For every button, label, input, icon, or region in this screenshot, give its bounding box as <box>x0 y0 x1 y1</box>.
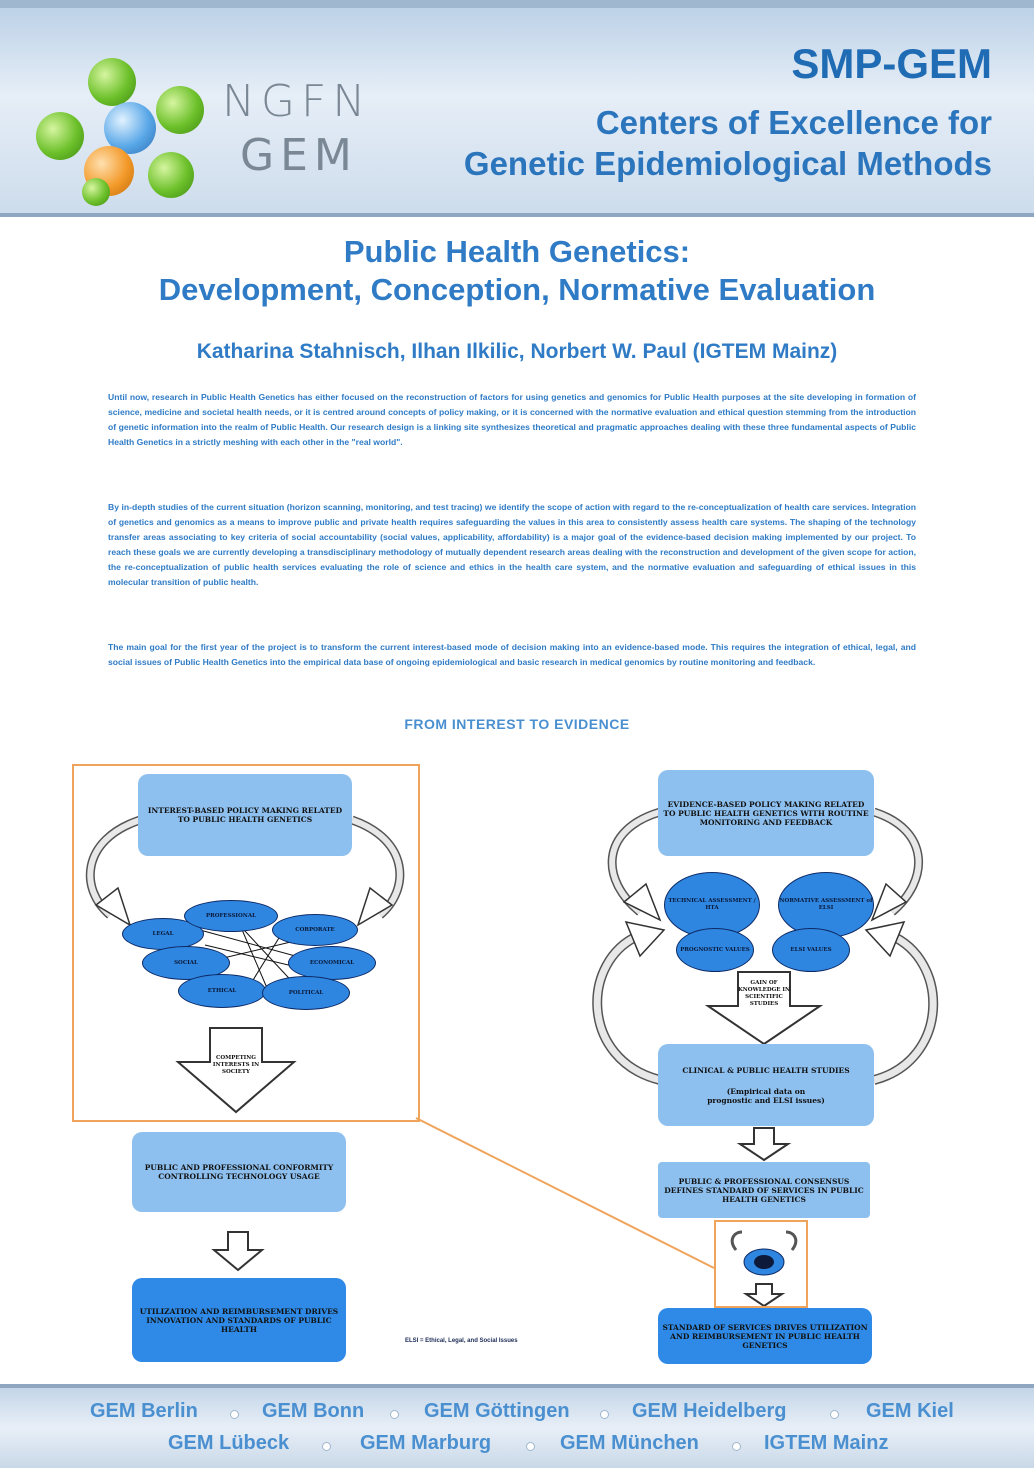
footer-separator <box>732 1442 741 1451</box>
footer-separator <box>526 1442 535 1451</box>
footer-link-igtem-mainz[interactable]: IGTEM Mainz <box>764 1432 889 1454</box>
left-top-box: INTEREST-BASED POLICY MAKING RELATED TO PUBLIC HEALTH GENETICS <box>138 774 352 856</box>
footer-link-gem-berlin[interactable]: GEM Berlin <box>90 1400 198 1422</box>
left-middle-box: PUBLIC AND PROFESSIONAL CONFORMITY CONTROLLING TECHNOLOGY USAGE <box>132 1132 346 1212</box>
footer-separator <box>830 1410 839 1419</box>
footer-link-gem-kiel[interactable]: GEM Kiel <box>866 1400 954 1422</box>
intro-paragraph-2: By in-depth studies of the current situation (horizon scanning, monitoring, and test tracing) we identify the scope of action with regard to the re-conceptualization of health care services. Integration of genetics and genomics as a means to improve public and private health requires safeguarding the values in this area to consistently assess health care systems. The shaping of the technology transfer areas associating to key criteria of social accountability (social values, applicability, affordability) is a major goal of the evidence-based decision making implemented by our project. To reach these goals we are currently developing a transdisciplinary methodology of mutually dependent research areas dealing with the reconstruction and development of the given scope for action, the re-conceptualization of public health services evaluating the role of science and ethics in the health care system, and the normative evaluation and safeguarding of ethical issues in this molecular transition of public health. <box>108 502 916 587</box>
ellipse-professional: PROFESSIONAL <box>184 900 278 932</box>
footer-separator <box>322 1442 331 1451</box>
left-bottom-box: UTILIZATION AND REIMBURSEMENT DRIVES INNOVATION AND STANDARDS OF PUBLIC HEALTH <box>132 1278 346 1362</box>
footer-link-gem-marburg[interactable]: GEM Marburg <box>360 1432 492 1454</box>
studies-title: CLINICAL & PUBLIC HEALTH STUDIES <box>682 1065 850 1075</box>
poster-title-line2: Development, Conception, Normative Evaluation <box>158 272 876 307</box>
ellipse-ethical: ETHICAL <box>178 974 266 1008</box>
right-loop-arrow-right-inner <box>874 935 933 1080</box>
footer-separator <box>600 1410 609 1419</box>
ellipse-legal: LEGAL <box>122 918 204 950</box>
elsi-legend: ELSI = Ethical, Legal, and Social Issues <box>405 1338 518 1344</box>
right-loop-arrow-right <box>874 935 933 1080</box>
header-subtitle-line2: Genetic Epidemiological Methods <box>463 145 992 182</box>
footer-link-gem-muenchen[interactable]: GEM München <box>560 1432 699 1454</box>
footer-link-gem-luebeck[interactable]: GEM Lübeck <box>168 1432 290 1454</box>
ellipse-political: POLITICAL <box>262 976 350 1010</box>
footer-link-gem-goettingen[interactable]: GEM Göttingen <box>424 1400 570 1422</box>
intro-paragraph-1: Until now, research in Public Health Genetics has either focused on the reconstruction of factors for using genetics and genomics for Public Health purposes at the site developing in formation of science, medicine and societal health needs, or it is centred around concepts of policy making, or it is concerned with the normative evaluation and ethical question stemming from the introduction of genetic information into the realm of Public Health. Our research design is a linking site synthesizes theoretical and pragmatic approaches dealing with these three fundamental aspects of Public Health Genetics in a strictly meshing with each other in the "real world". <box>108 392 916 447</box>
footer-separator <box>390 1410 399 1419</box>
authors-line: Katharina Stahnisch, Ilhan Ilkilic, Norbert W. Paul (IGTEM Mainz) <box>196 340 838 363</box>
ellipse-economical: ECONOMICAL <box>288 946 376 980</box>
ellipse-technical-assessment: TECHNICAL ASSESSMENT / HTA <box>664 872 760 938</box>
ellipse-prognostic-values: PROGNOSTIC VALUES <box>676 928 754 972</box>
right-arrow-label: GAIN OF KNOWLEDGE IN SCIENTIFIC STUDIES <box>738 980 791 1007</box>
diagram-heading: FROM INTEREST TO EVIDENCE <box>404 716 630 732</box>
footer-link-gem-heidelberg[interactable]: GEM Heidelberg <box>632 1400 787 1422</box>
right-bottom-box: STANDARD OF SERVICES DRIVES UTILIZATION AND REIMBURSEMENT IN PUBLIC HEALTH GENETICS <box>658 1308 872 1364</box>
right-small-down-arrow-1 <box>740 1128 788 1160</box>
right-curve-arrowhead-1 <box>624 884 660 920</box>
ellipse-social: SOCIAL <box>142 946 230 980</box>
right-studies-box <box>658 1044 874 1126</box>
header-subtitle-line1: Centers of Excellence for <box>595 104 992 141</box>
right-consensus-box: PUBLIC & PROFESSIONAL CONSENSUS DEFINES STANDARD OF SERVICES IN PUBLIC HEALTH GENETICS <box>658 1162 870 1218</box>
intro-paragraph-3: The main goal for the first year of the project is to transform the current interest-based mode of decision making into an evidence-based mode. This requires the integration of ethical, legal, and social issues of Public Health Genetics into the empirical data base of ongoing epidemiological and basic research in medical genomics by routine monitoring and feedback. <box>108 642 916 667</box>
footer-separator <box>230 1410 239 1419</box>
right-loop-arrow-left <box>597 935 660 1080</box>
footer-banner <box>0 1384 1034 1468</box>
studies-note: (Empirical data on prognostic and ELSI issues) <box>707 1086 825 1105</box>
logo-gem-text: GEM <box>240 130 358 181</box>
right-top-box: EVIDENCE-BASED POLICY MAKING RELATED TO PUBLIC HEALTH GENETICS WITH ROUTINE MONITORING AND FEEDBACK <box>658 770 874 856</box>
footer-link-gem-bonn[interactable]: GEM Bonn <box>262 1400 365 1422</box>
ellipse-corporate: CORPORATE <box>272 914 358 946</box>
ellipse-elsi-values: ELSI VALUES <box>772 928 850 972</box>
right-curve-arrowhead-2 <box>872 884 906 920</box>
brand-title: SMP-GEM <box>791 40 992 87</box>
ellipse-normative-assessment: NORMATIVE ASSESSMENT of ELSI <box>778 872 874 938</box>
left-small-down-arrow <box>214 1232 262 1270</box>
logo-ngfn-text: NGFN <box>222 76 372 127</box>
poster-title-line1: Public Health Genetics: <box>343 234 691 269</box>
right-thumbnail-frame <box>714 1220 808 1308</box>
left-arrow-label: COMPETING INTERESTS IN SOCIETY <box>212 1054 260 1075</box>
